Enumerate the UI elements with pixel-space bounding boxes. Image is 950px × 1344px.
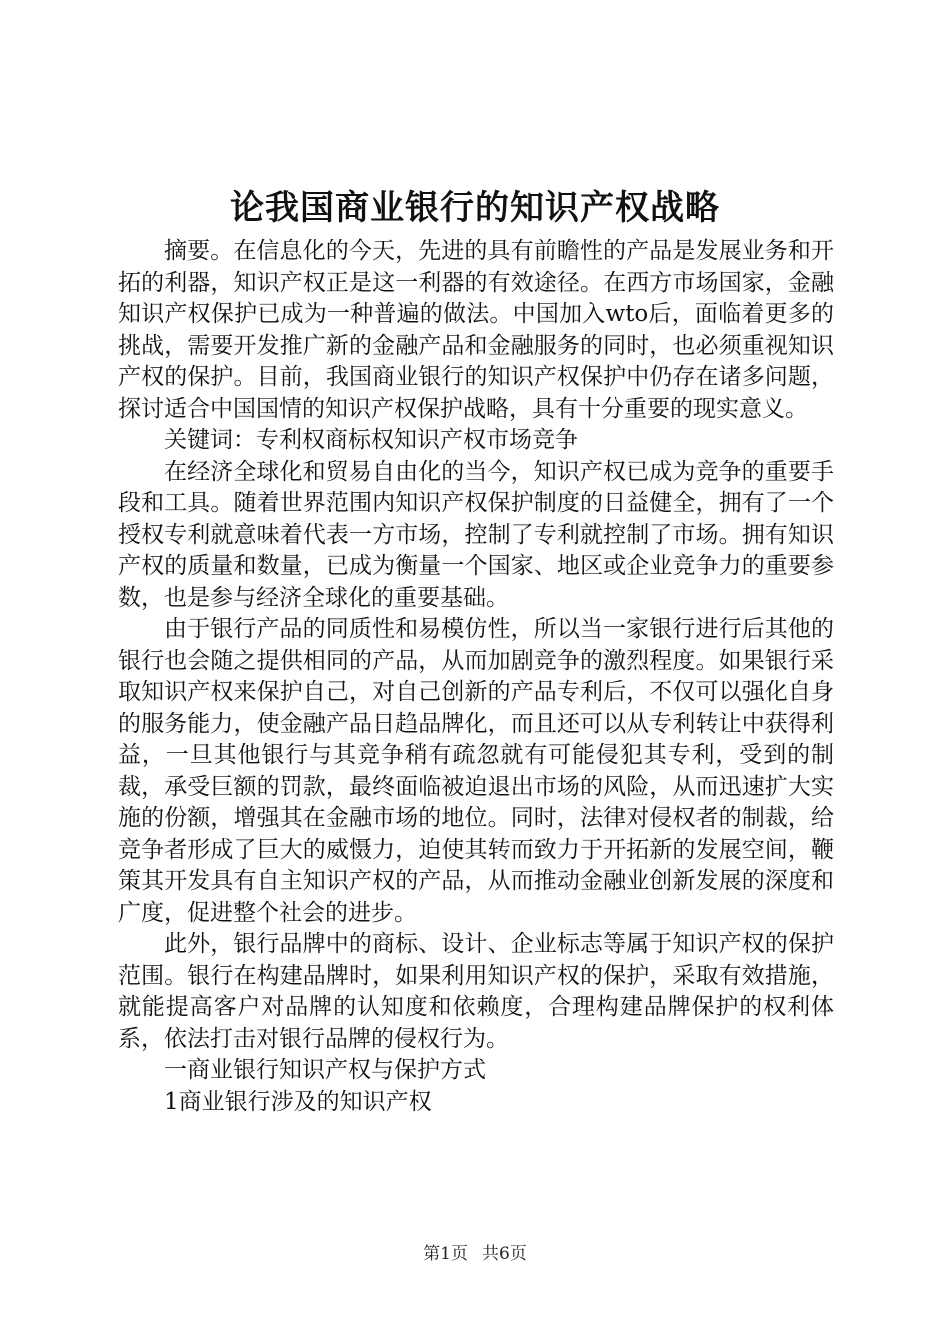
- page-number: 第1页: [423, 1244, 468, 1264]
- body-paragraph: 由于银行产品的同质性和易模仿性，所以当一家银行进行后其他的银行也会随之提供相同的产品，从而加剧竞争的激烈程度。如果银行采取知识产权来保护自己，对自己创新的产品专利后，不仅可以强化自身的服务能力，使金融产品日趋品牌化，而且还可以从专利转让中获得利益，一旦其他银行与其竞争稍有疏忽就有可能侵犯其专利，受到的制裁，承受巨额的罚款，最终面临被迫退出市场的风险，从而迅速扩大实施的份额，增强其在金融市场的地位。同时，法律对侵权者的制裁，给竞争者形成了巨大的威慑力，迫使其转而致力于开拓新的发展空间，鞭策其开发具有自主知识产权的产品，从而推动金融业创新发展的深度和广度，促进整个社会的进步。: [118, 616, 834, 926]
- document-title: 论我国商业银行的知识产权战略: [230, 188, 720, 228]
- body-paragraph: 此外，银行品牌中的商标、设计、企业标志等属于知识产权的保护范围。银行在构建品牌时，如果利用知识产权的保护，采取有效措施，就能提高客户对品牌的认知度和依赖度，合理构建品牌保护的权利体系，依法打击对银行品牌的侵权行为。: [118, 931, 834, 1052]
- page-footer: [0, 1242, 950, 1266]
- keywords-paragraph: 关键词：专利权商标权知识产权市场竞争: [164, 427, 578, 453]
- subsection-heading: 1商业银行涉及的知识产权: [164, 1088, 432, 1115]
- section-heading: 一商业银行知识产权与保护方式: [164, 1057, 486, 1083]
- body-paragraph: 在经济全球化和贸易自由化的当今，知识产权已成为竞争的重要手段和工具。随着世界范围内知识产权保护制度的日益健全，拥有了一个授权专利就意味着代表一方市场，控制了专利就控制了市场。拥有知识产权的质量和数量，已成为衡量一个国家、地区或企业竞争力的重要参数，也是参与经济全球化的重要基础。: [118, 458, 834, 611]
- abstract-paragraph: 摘要。在信息化的今天，先进的具有前瞻性的产品是发展业务和开拓的利器，知识产权正是这一利器的有效途径。在西方市场国家，金融知识产权保护已成为一种普遍的做法。中国加入wto后，面临着更多的挑战，需要开发推广新的金融产品和金融服务的同时，也必须重视知识产权的保护。目前，我国商业银行的知识产权保护中仍存在诸多问题，探讨适合中国国情的知识产权保护战略，具有十分重要的现实意义。: [118, 238, 834, 422]
- document-body: [118, 236, 834, 1118]
- page-total: 共6页: [482, 1244, 527, 1264]
